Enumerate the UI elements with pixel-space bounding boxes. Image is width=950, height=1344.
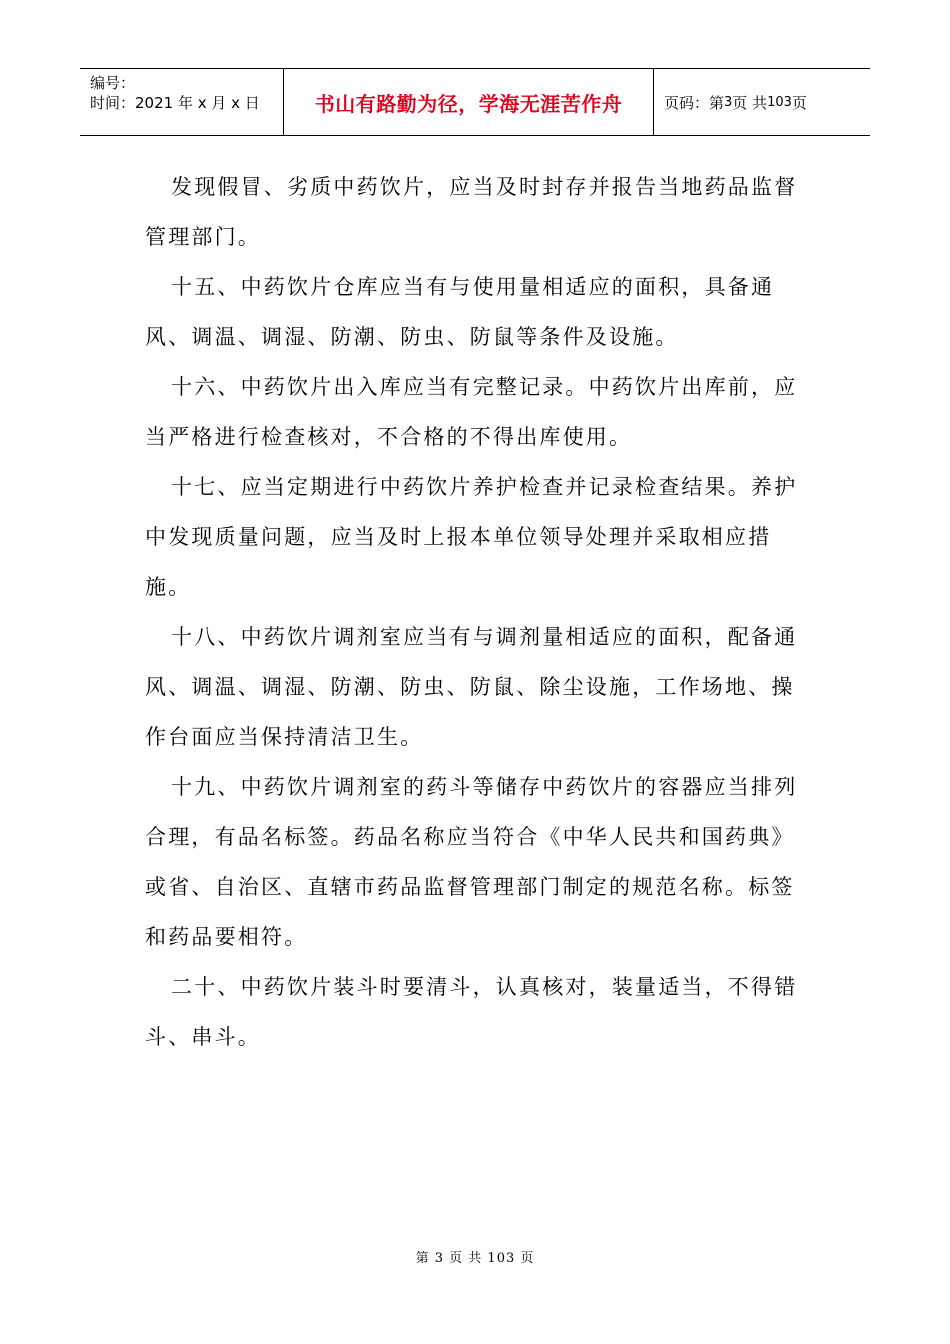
header-meta — [80, 69, 284, 135]
header-page-info — [654, 69, 870, 135]
paragraph: 十九、中药饮片调剂室的药斗等储存中药饮片的容器应当排列合理，有品名标签。药品名称应当符合《中华人民共和国药典》或省、自治区、直辖市药品监督管理部门制定的规范名称。标签和药品要相符。 — [145, 775, 798, 949]
page-mid: 页 共 — [732, 93, 768, 112]
paragraph: 十八、中药饮片调剂室应当有与调剂量相适应的面积，配备通风、调温、调湿、防潮、防虫、防鼠、除尘设施，工作场地、操作台面应当保持清洁卫生。 — [145, 625, 798, 749]
document-body — [145, 162, 810, 1062]
document-number-label: 编号： — [90, 74, 136, 92]
paragraph: 二十、中药饮片装斗时要清斗，认真核对，装量适当，不得错斗、串斗。 — [145, 975, 798, 1049]
page-total: 103 — [767, 94, 792, 110]
page-prefix: 页码：第 — [664, 93, 725, 112]
paragraph: 十七、应当定期进行中药饮片养护检查并记录检查结果。养护中发现质量问题，应当及时上报本单位领导处理并采取相应措施。 — [145, 475, 798, 599]
page-suffix: 页 — [791, 93, 807, 112]
page-number: 3 — [724, 94, 733, 110]
document-time: 时间：2021 年 x 月 x 日 — [90, 94, 260, 112]
page-header — [80, 68, 870, 136]
paragraph: 十六、中药饮片出入库应当有完整记录。中药饮片出库前，应当严格进行检查核对，不合格的不得出库使用。 — [145, 375, 798, 449]
page-footer: 第 3 页 共 103 页 — [415, 1251, 535, 1266]
header-slogan: 书山有路勤为径，学海无涯苦作舟 — [284, 69, 654, 135]
paragraph: 十五、中药饮片仓库应当有与使用量相适应的面积，具备通风、调温、调湿、防潮、防虫、防鼠等条件及设施。 — [145, 275, 775, 349]
paragraph: 发现假冒、劣质中药饮片，应当及时封存并报告当地药品监督管理部门。 — [145, 175, 798, 249]
